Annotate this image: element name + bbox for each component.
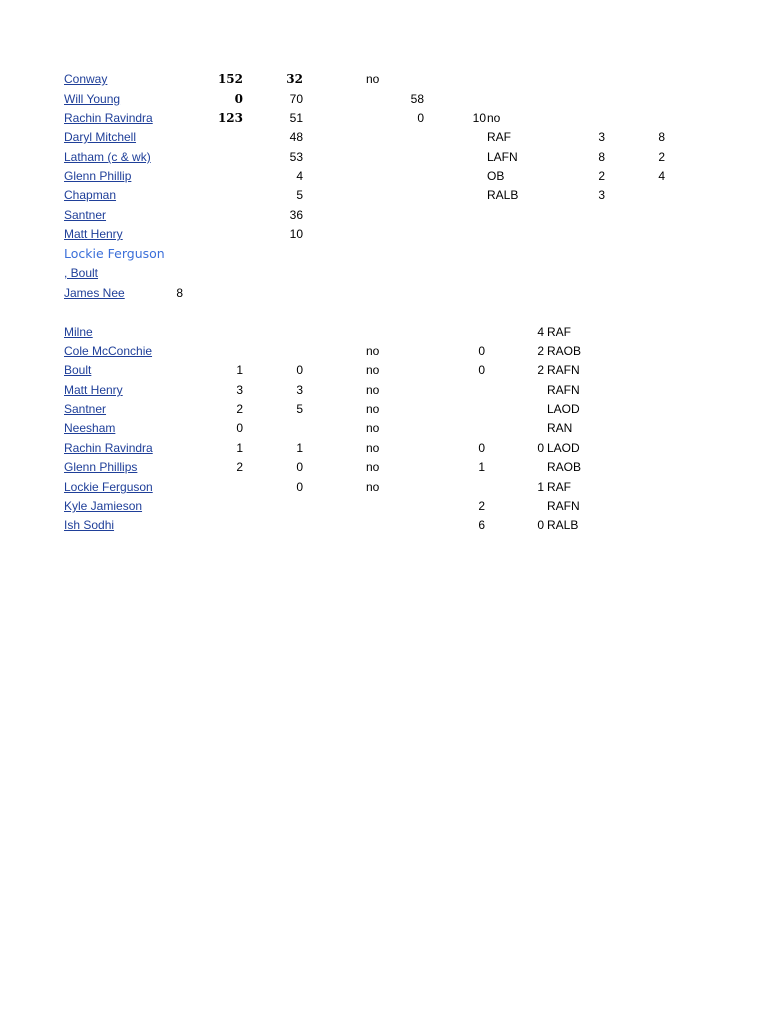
cell-value: 2 [236, 460, 243, 474]
cell-value: 10 [472, 111, 486, 125]
player-link[interactable]: Santner [64, 208, 107, 222]
cell-value: 3 [598, 188, 605, 202]
cell-value: 0 [537, 518, 544, 532]
cell-value: 0 [478, 441, 485, 455]
cell-value: 51 [289, 111, 303, 125]
cell-value: RAF [547, 325, 571, 339]
cell-value: LAOD [547, 402, 580, 416]
cell-value: 48 [289, 130, 303, 144]
cell-value: RAFN [547, 499, 580, 513]
cell-value: no [366, 441, 380, 455]
cell-value: 1 [236, 363, 243, 377]
player-link[interactable]: Neesham [64, 421, 116, 435]
cell-value: 5 [296, 188, 303, 202]
cell-value: 123 [217, 111, 243, 125]
player-link[interactable]: Santner [64, 402, 107, 416]
cell-value: no [366, 363, 380, 377]
cell-value: 32 [286, 72, 303, 86]
cell-value: 53 [289, 150, 303, 164]
player-link[interactable]: Matt Henry [64, 383, 123, 397]
cell-value: RAOB [547, 460, 582, 474]
cell-value: 0 [296, 363, 303, 377]
player-link[interactable]: Daryl Mitchell [64, 130, 137, 144]
cell-value: 2 [537, 363, 544, 377]
cell-value: 1 [236, 441, 243, 455]
cell-value: 58 [410, 92, 424, 106]
cell-value: 3 [598, 130, 605, 144]
cell-value: 4 [658, 169, 665, 183]
cell-value: 4 [537, 325, 544, 339]
cell-value: RAF [487, 130, 511, 144]
cell-value: 152 [217, 72, 243, 86]
cell-value: 2 [598, 169, 605, 183]
cell-value: 70 [289, 92, 303, 106]
player-link[interactable]: Boult [64, 363, 92, 377]
cell-value: 8 [598, 150, 605, 164]
player-link[interactable]: Kyle Jamieson [64, 499, 143, 513]
cell-value: no [366, 480, 380, 494]
cell-value: 0 [478, 344, 485, 358]
cell-value: 0 [296, 460, 303, 474]
player-link[interactable]: Cole McConchie [64, 344, 153, 358]
cell-value: 1 [478, 460, 485, 474]
cell-value: RAN [547, 421, 573, 435]
player-link[interactable]: Chapman [64, 188, 117, 202]
player-link[interactable]: Glenn Phillips [64, 460, 138, 474]
player-link[interactable]: Ish Sodhi [64, 518, 115, 532]
player-link[interactable]: Latham (c & wk) [64, 150, 151, 164]
cell-value: 0 [537, 441, 544, 455]
cell-value: LAOD [547, 441, 580, 455]
cell-value: 2 [236, 402, 243, 416]
cell-value: RALB [487, 188, 519, 202]
cell-value: LAFN [487, 150, 518, 164]
cell-value: RAFN [547, 363, 580, 377]
cell-value: 36 [289, 208, 303, 222]
cell-value: no [366, 72, 380, 86]
cell-value: 0 [236, 421, 243, 435]
cell-value: 3 [236, 383, 243, 397]
cell-value: 0 [234, 92, 243, 106]
cell-value: 8 [658, 130, 665, 144]
cell-value: 3 [296, 383, 303, 397]
cell-value: 0 [417, 111, 424, 125]
cell-value: 4 [296, 169, 303, 183]
cell-value: no [366, 383, 380, 397]
cell-value: 1 [537, 480, 544, 494]
cell-value: 10 [289, 227, 303, 241]
cell-value: no [366, 402, 380, 416]
cell-value: RAFN [547, 383, 580, 397]
player-link[interactable]: Matt Henry [64, 227, 123, 241]
cell-value: RALB [547, 518, 579, 532]
player-link[interactable]: Rachin Ravindra [64, 111, 153, 125]
cell-value: 0 [478, 363, 485, 377]
cell-value: 5 [296, 402, 303, 416]
player-link[interactable]: Lockie Ferguson [64, 480, 153, 494]
cell-value: no [366, 460, 380, 474]
cell-value: RAF [547, 480, 571, 494]
player-link[interactable]: Will Young [64, 92, 121, 106]
cell-value: 1 [296, 441, 303, 455]
cell-value: 2 [537, 344, 544, 358]
cell-value: no [366, 421, 380, 435]
player-link[interactable]: Lockie Ferguson [64, 246, 165, 261]
player-link[interactable]: James Nee [64, 286, 125, 300]
player-link[interactable]: Conway [64, 72, 108, 86]
cell-value: 0 [296, 480, 303, 494]
cell-value: no [366, 344, 380, 358]
cell-value: RAOB [547, 344, 582, 358]
player-link[interactable]: Milne [64, 325, 93, 339]
cell-value: 2 [658, 150, 665, 164]
player-link[interactable]: Glenn Phillip [64, 169, 132, 183]
player-link[interactable]: Rachin Ravindra [64, 441, 153, 455]
cell-value: 8 [176, 286, 183, 300]
player-link[interactable]: , Boult [64, 266, 99, 280]
cell-value: 6 [478, 518, 485, 532]
cell-value: no [487, 111, 501, 125]
cell-value: 2 [478, 499, 485, 513]
cell-value: OB [487, 169, 505, 183]
